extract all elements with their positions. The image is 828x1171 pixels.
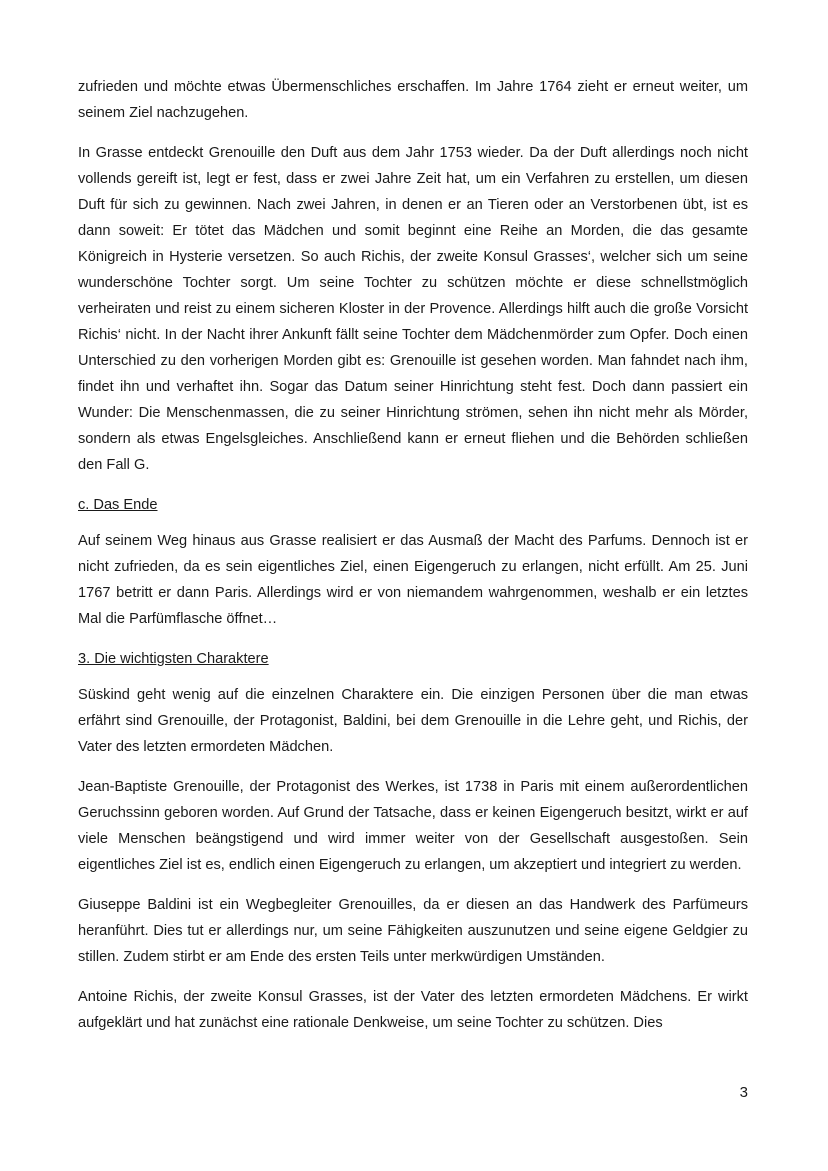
paragraph-intro-continuation: zufrieden und möchte etwas Übermenschliches erschaffen. Im Jahre 1764 zieht er erneut weiter, um seinem Ziel nachzugehen. — [78, 79, 748, 121]
paragraph-grenouille: Jean-Baptiste Grenouille, der Protagonist des Werkes, ist 1738 in Paris mit einem außerordentlichen Geruchssinn geboren worden. Auf Grund der Tatsache, dass er keinen Eigengeruch besitzt, wirkt er auf viele Menschen beängstigend und wird immer weiter von der Gesellschaft ausgestoßen. Sein eigentliches Ziel ist es, endlich einen Eigengeruch zu erlangen, um akzeptiert und integriert zu werden. — [78, 779, 748, 873]
section-heading-ending: c. Das Ende — [78, 497, 158, 513]
paragraph-ending: Auf seinem Weg hinaus aus Grasse realisiert er das Ausmaß der Macht des Parfums. Dennoch ist er nicht zufrieden, da es sein eigentliches Ziel, einen Eigengeruch zu erlangen, nicht erfüllt. Am 25. Juni 1767 betritt er dann Paris. Allerdings wird er von niemandem wahrgenommen, weshalb er ein letztes Mal die Parfümflasche öffnet… — [78, 533, 748, 627]
paragraph-characters-overview: Süskind geht wenig auf die einzelnen Charaktere ein. Die einzigen Personen über die man etwas erfährt sind Grenouille, der Protagonist, Baldini, bei dem Grenouille in die Lehre geht, und Richis, der Vater des letzten ermordeten Mädchen. — [78, 687, 748, 755]
section-heading-characters: 3. Die wichtigsten Charaktere — [78, 651, 269, 667]
page-number: 3 — [739, 1084, 748, 1101]
document-page — [78, 74, 748, 1050]
paragraph-richis: Antoine Richis, der zweite Konsul Grasses, ist der Vater des letzten ermordeten Mädchens. Er wirkt aufgeklärt und hat zunächst eine rationale Denkweise, um seine Tochter zu schützen. Dies — [78, 989, 748, 1031]
paragraph-grasse: In Grasse entdeckt Grenouille den Duft aus dem Jahr 1753 wieder. Da der Duft allerdings noch nicht vollends gereift ist, legt er fest, dass er zwei Jahre Zeit hat, um ein Verfahren zu erstellen, um diesen Duft für sich zu gewinnen. Nach zwei Jahren, in denen er an Tieren oder an Verstorbenen übt, ist es dann soweit: Er tötet das Mädchen und somit beginnt eine Reihe an Morden, die das gesamte Königreich in Hysterie versetzen. So auch Richis, der zweite Konsul Grasses‘, welcher sich um seine wunderschöne Tochter sorgt. Um seine Tochter zu schützen möchte er diese schnellstmöglich verheiraten und reist zu einem sicheren Kloster in der Provence. Allerdings hilft auch die große Vorsicht Richis‘ nicht. In der Nacht ihrer Ankunft fällt seine Tochter dem Mädchenmörder zum Opfer. Doch einen Unterschied zu den vorherigen Morden gibt es: Grenouille ist gesehen worden. Man fahndet nach ihm, findet ihn und verhaftet ihn. Sogar das Datum seiner Hinrichtung steht fest. Doch dann passiert ein Wunder: Die Menschenmassen, die zu seiner Hinrichtung strömen, sehen ihn nicht mehr als Mörder, sondern als etwas Engelsgleiches. Anschließend kann er erneut fliehen und die Behörden schließen den Fall G. — [78, 145, 748, 473]
paragraph-baldini: Giuseppe Baldini ist ein Wegbegleiter Grenouilles, da er diesen an das Handwerk des Parfümeurs heranführt. Dies tut er allerdings nur, um seine Fähigkeiten auszunutzen und seine eigene Geldgier zu stillen. Zudem stirbt er am Ende des ersten Teils unter merkwürdigen Umständen. — [78, 897, 748, 965]
